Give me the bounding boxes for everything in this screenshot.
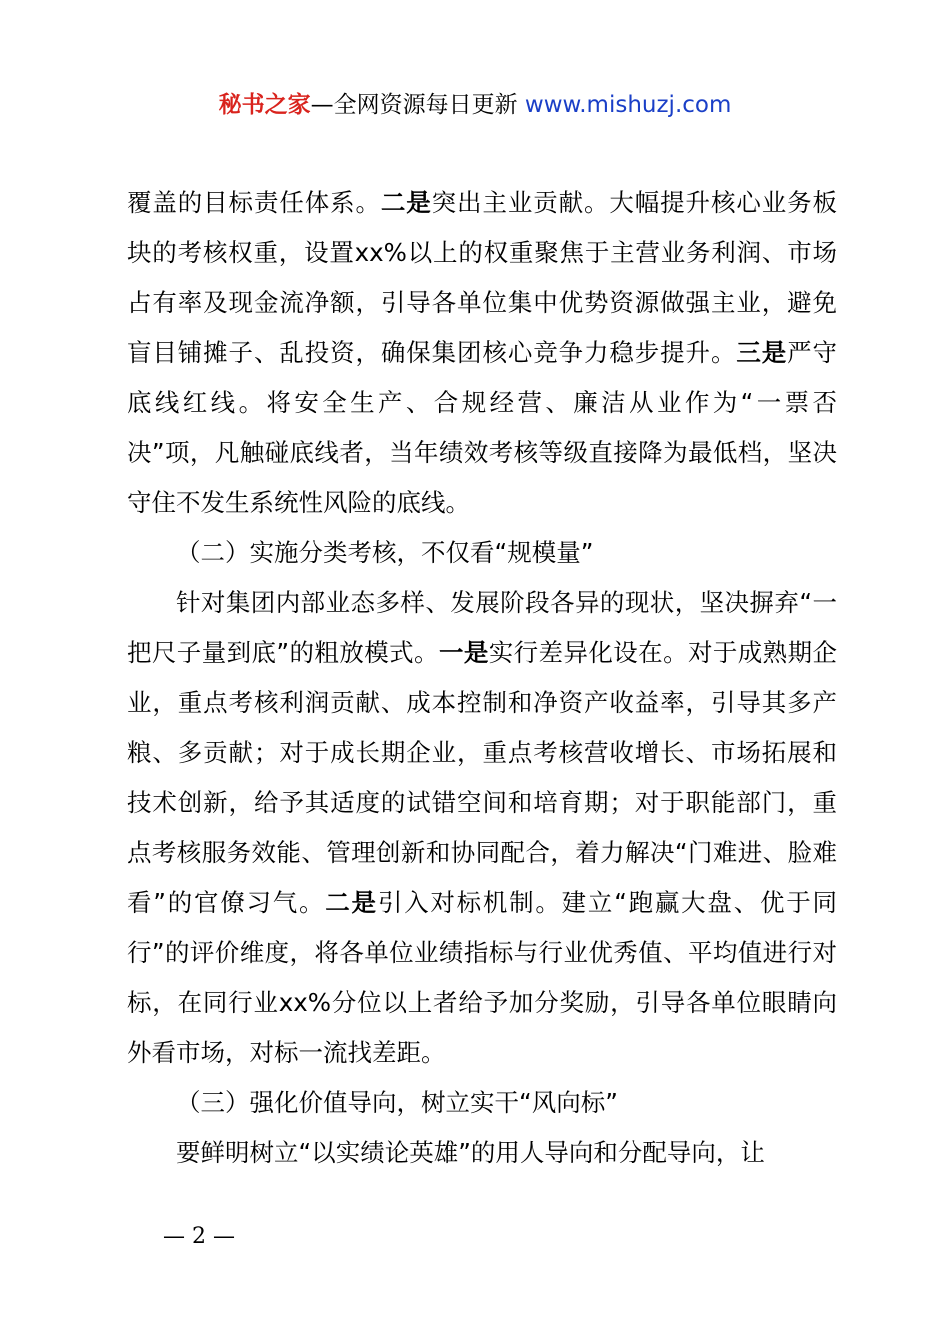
brand-name: 秘书之家 [218, 92, 311, 118]
point-label: 二是 [325, 888, 378, 917]
site-header [0, 88, 950, 122]
section-heading-2: （二）实施分类考核，不仅看“规模量” [176, 538, 594, 567]
paragraph-2: 针对集团内部业态多样、发展阶段各异的现状，坚决摒弃“一把尺子量到底”的粗放模式。一是实行差异化设在。对于成熟期企业，重点考核利润贡献、成本控制和净资产收益率，引导其多产粮、多贡献；对于成长期企业，重点考核营收增长、市场拓展和技术创新，给予其适度的试错空间和培育期；对于职能部门，重点考核服务效能、管理创新和协同配合，着力解决“门难进、脸难看”的官僚习气。二是引入对标机制。建立“跑赢大盘、优于同行”的评价维度，将各单位业绩指标与行业优秀值、平均值进行对标，在同行业xx%分位以上者给予加分奖励，引导各单位眼睛向外看市场，对标一流找差距。 [127, 588, 837, 1067]
page-number: — 2 — [163, 1224, 235, 1249]
site-url-link[interactable]: www.mishuzj.com [524, 92, 732, 118]
point-label: 三是 [736, 338, 788, 367]
section-heading-3: （三）强化价值导向，树立实干“风向标” [176, 1088, 618, 1117]
header-tagline: —全网资源每日更新 [310, 92, 525, 118]
paragraph-3: 要鲜明树立“以实绩论英雄”的用人导向和分配导向，让 [176, 1138, 765, 1167]
document-body [127, 178, 837, 1178]
paragraph-1: 覆盖的目标责任体系。二是突出主业贡献。大幅提升核心业务板块的考核权重，设置xx%以上的权重聚焦于主营业务利润、市场占有率及现金流净额，引导各单位集中优势资源做强主业，避免盲目铺摊子、乱投资，确保集团核心竞争力稳步提升。三是严守底线红线。将安全生产、合规经营、廉洁从业作为“一票否决”项，凡触碰底线者，当年绩效考核等级直接降为最低档，坚决守住不发生系统性风险的底线。 [127, 188, 838, 517]
point-label: 二是 [380, 188, 432, 217]
point-label: 一是 [438, 638, 489, 667]
